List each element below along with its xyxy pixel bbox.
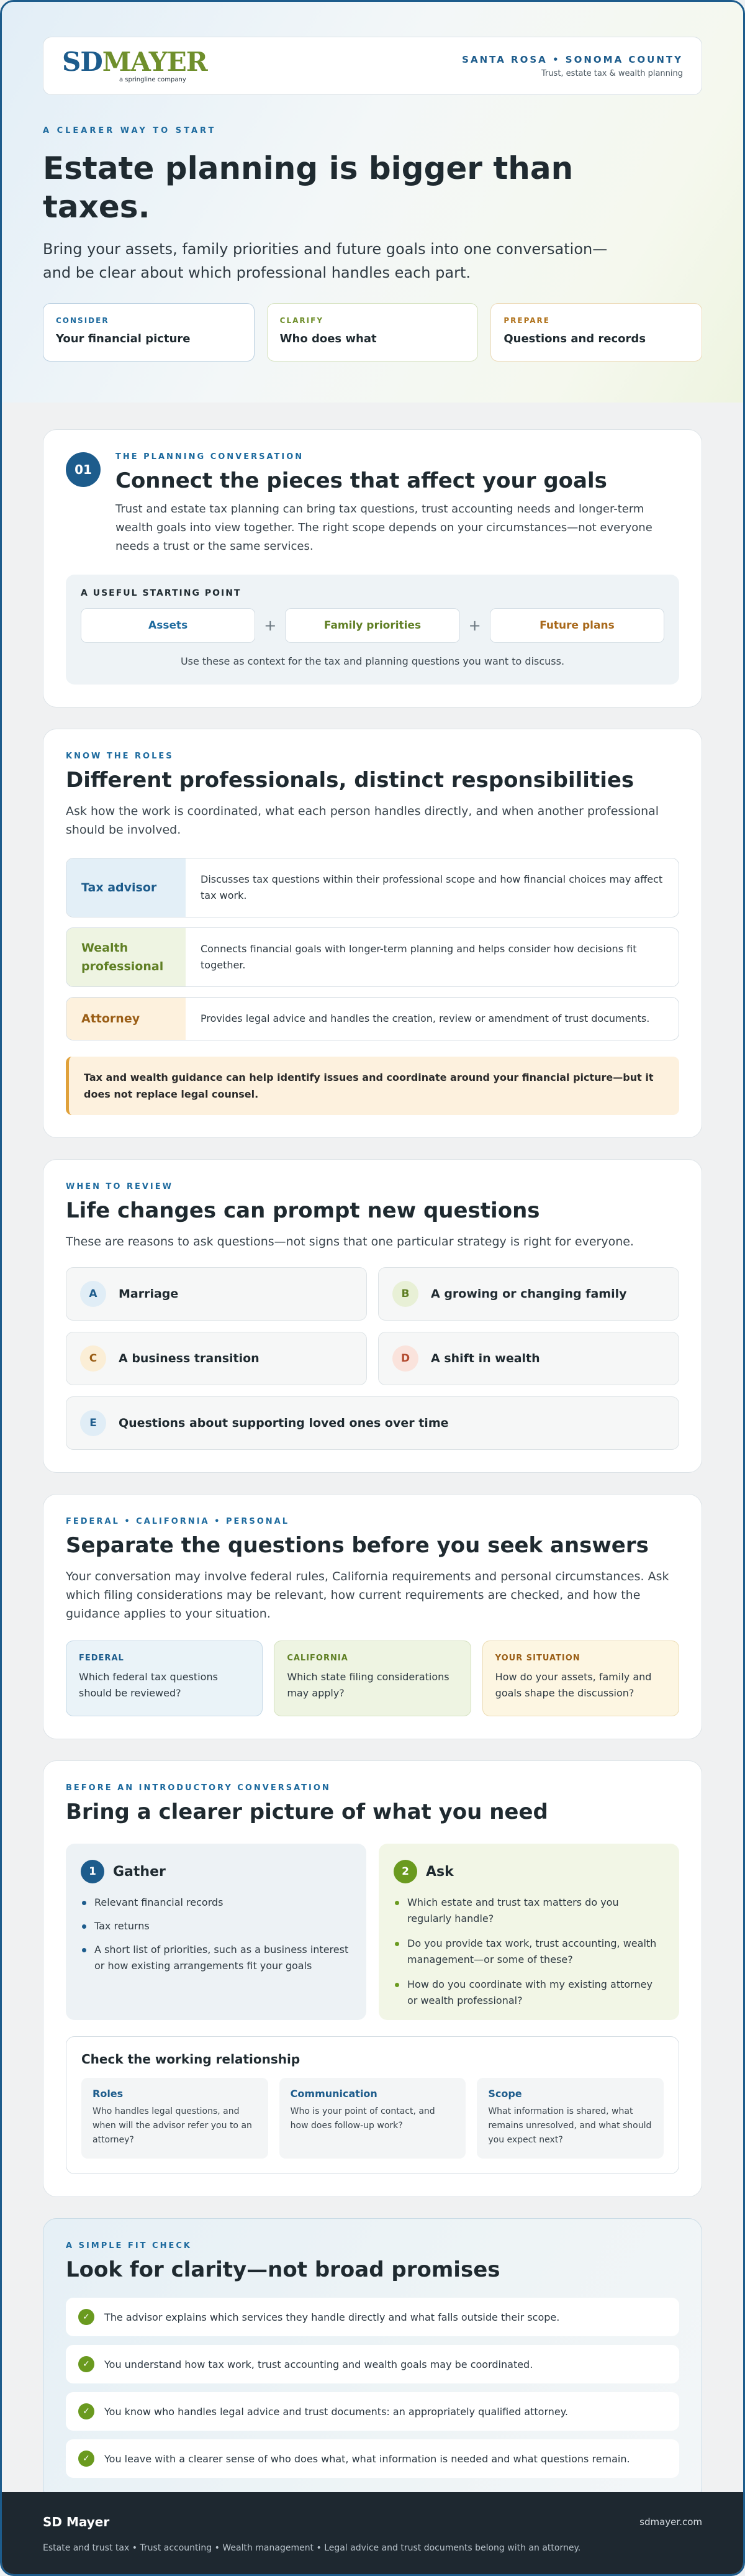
communication-tile [279, 2078, 466, 2159]
fit-check-text: You leave with a clearer sense of who does what, what information is needed and what questions remain. [104, 2452, 630, 2465]
logo[interactable] [62, 46, 207, 83]
section-lead: Trust and estate tax planning can bring tax questions, trust accounting needs and longer-term wealth goals into view together. The right scope depends on your circumstances—not everyone needs a trust or the same services. [115, 503, 652, 553]
fit-check-item [66, 2345, 679, 2383]
tile-text: What information is shared, what remains unresolved, and what should you expect next? [488, 2106, 652, 2145]
section-eyebrow: A SIMPLE FIT CHECK [66, 2241, 192, 2251]
planning-conversation-card [43, 429, 702, 708]
hero-section [2, 2, 743, 403]
section-title: Connect the pieces that affect your goals [115, 468, 607, 493]
ask-title: Ask [426, 1864, 454, 1880]
life-item-label: A growing or changing family [431, 1287, 627, 1301]
step-title: Questions and records [503, 332, 646, 345]
footer [2, 2492, 743, 2574]
logo-wordmark [62, 46, 207, 77]
life-item-label: A shift in wealth [431, 1352, 540, 1365]
main-content [2, 403, 743, 2501]
role-description: Connects financial goals with longer-term planning and helps consider how decisions fit together. [201, 943, 637, 971]
tagline: Trust, estate tax & wealth planning [541, 68, 683, 78]
footer-brand: SD Mayer [43, 2515, 110, 2529]
section-eyebrow: THE PLANNING CONVERSATION [115, 452, 304, 462]
letter-badge: B [392, 1281, 418, 1307]
ask-header [394, 1860, 664, 1883]
roles-card [43, 729, 702, 1138]
region-label: SANTA ROSA • SONOMA COUNTY [462, 53, 683, 65]
role-description: Discusses tax questions within their professional scope and how financial choices may affect tax work. [201, 873, 663, 901]
tile-text: Who is your point of contact, and how does follow-up work? [290, 2106, 435, 2131]
gather-list [81, 1895, 351, 1974]
life-item-label: Questions about supporting loved ones over time [119, 1416, 449, 1430]
chip-future-plans: Future plans [490, 608, 664, 643]
list-item: Relevant financial records [81, 1895, 351, 1911]
check-icon: ✓ [78, 2356, 94, 2372]
step-title: Who does what [279, 332, 377, 345]
hero-title: Estate planning is bigger than taxes. [43, 150, 574, 225]
life-item-family [378, 1267, 679, 1321]
federal-column [66, 1641, 263, 1716]
column-kicker: YOUR SITUATION [495, 1654, 580, 1663]
fit-check-card [43, 2218, 702, 2501]
role-row-tax-advisor [66, 858, 679, 917]
step-number-badge: 1 [81, 1860, 104, 1883]
logo-sd: SD [62, 46, 102, 77]
section-eyebrow: BEFORE AN INTRODUCTORY CONVERSATION [66, 1783, 331, 1793]
step-prepare [490, 303, 702, 362]
fit-check-text: The advisor explains which services they handle directly and what falls outside their scope. [104, 2311, 560, 2323]
role-row-wealth-professional [66, 927, 679, 987]
footer-website-link[interactable]: sdmayer.com [639, 2516, 702, 2528]
footer-row [43, 2515, 702, 2529]
step-title: Your financial picture [56, 332, 191, 345]
starting-point-box [66, 575, 679, 685]
plus-icon: + [468, 617, 481, 634]
letter-badge: C [80, 1345, 106, 1372]
top-bar [43, 37, 702, 95]
life-item-marriage [66, 1267, 367, 1321]
list-item: A short list of priorities, such as a business interest or how existing arrangements fit your goals [81, 1942, 351, 1974]
column-text: Which state filing considerations may apply? [287, 1671, 449, 1699]
fit-check-item [66, 2439, 679, 2478]
california-column [274, 1641, 471, 1716]
starting-point-label: A USEFUL STARTING POINT [81, 588, 242, 598]
tile-kicker: Roles [93, 2088, 124, 2100]
step-kicker: PREPARE [503, 316, 550, 325]
role-name: Wealth professional [66, 928, 186, 986]
starting-point-note: Use these as context for the tax and planning questions you want to discuss. [180, 655, 565, 667]
life-changes-grid [66, 1267, 679, 1450]
legal-callout: Tax and wealth guidance can help identify issues and coordinate around your financial picture—but it does not replace legal counsel. [66, 1057, 679, 1115]
fit-check-item [66, 2392, 679, 2431]
column-text: How do your assets, family and goals shape the discussion? [495, 1671, 652, 1699]
life-item-loved-ones [66, 1396, 679, 1450]
fit-check-text: You know who handles legal advice and trust documents: an appropriately qualified attorney. [104, 2405, 568, 2418]
role-description: Provides legal advice and handles the creation, review or amendment of trust documents. [201, 1013, 650, 1024]
separate-questions-card [43, 1494, 702, 1739]
question-columns [66, 1641, 679, 1716]
roles-tile [81, 2078, 268, 2159]
list-item: How do you coordinate with my existing attorney or wealth professional? [394, 1977, 664, 2009]
section-lead: Ask how the work is coordinated, what each person handles directly, and when another professional should be involved. [66, 804, 659, 837]
section-title: Separate the questions before you seek answers [66, 1533, 649, 1558]
section-eyebrow: KNOW THE ROLES [66, 752, 174, 761]
step-clarify [267, 303, 479, 362]
letter-badge: E [80, 1410, 106, 1436]
chip-family-priorities: Family priorities [285, 608, 459, 643]
starting-point-chips [81, 608, 664, 643]
step-number-badge: 2 [394, 1860, 417, 1883]
column-kicker: CALIFORNIA [287, 1654, 348, 1663]
gather-ask-columns [66, 1844, 679, 2020]
column-kicker: FEDERAL [79, 1654, 124, 1663]
gather-header [81, 1860, 351, 1883]
role-name: Tax advisor [66, 858, 186, 917]
roles-list [66, 858, 679, 1040]
footer-note: Estate and trust tax • Trust accounting • Wealth management • Legal advice and trust documents belong with an attorney. [43, 2543, 581, 2553]
working-relationship-box [66, 2036, 679, 2174]
life-item-business [66, 1332, 367, 1385]
check-icon: ✓ [78, 2451, 94, 2467]
letter-badge: D [392, 1345, 418, 1372]
hero-lead: Bring your assets, family priorities and future goals into one conversation—and be clear about which professional handles each part. [43, 240, 608, 281]
topbar-info [462, 54, 683, 78]
check-icon: ✓ [78, 2309, 94, 2325]
gather-column [66, 1844, 366, 2020]
working-relationship-columns [81, 2078, 664, 2159]
life-item-label: A business transition [119, 1352, 260, 1365]
section-title: Different professionals, distinct responsibilities [66, 768, 634, 793]
tile-text: Who handles legal questions, and when will the advisor refer you to an attorney? [93, 2106, 252, 2145]
section-lead: These are reasons to ask questions—not signs that one particular strategy is right for everyone. [66, 1235, 634, 1249]
gather-title: Gather [113, 1864, 166, 1880]
card-header [66, 452, 679, 556]
section-title: Bring a clearer picture of what you need [66, 1800, 548, 1824]
list-item: Tax returns [81, 1918, 351, 1934]
section-eyebrow: WHEN TO REVIEW [66, 1182, 173, 1191]
life-changes-card [43, 1159, 702, 1473]
letter-badge: A [80, 1281, 106, 1307]
role-row-attorney [66, 997, 679, 1040]
card-text [115, 452, 679, 556]
tile-kicker: Communication [290, 2088, 377, 2100]
fit-check-text: You understand how tax work, trust accounting and wealth goals may be coordinated. [104, 2358, 533, 2370]
list-item: Do you provide tax work, trust accounting, wealth management—or some of these? [394, 1936, 664, 1968]
step-kicker: CLARIFY [279, 316, 324, 325]
step-kicker: CONSIDER [56, 316, 109, 325]
tile-kicker: Scope [488, 2088, 522, 2100]
section-eyebrow: FEDERAL • CALIFORNIA • PERSONAL [66, 1517, 290, 1526]
scope-tile [477, 2078, 664, 2159]
fit-check-item [66, 2298, 679, 2336]
life-item-label: Marriage [119, 1287, 179, 1301]
life-item-wealth [378, 1332, 679, 1385]
plus-icon: + [264, 617, 277, 634]
list-item: Which estate and trust tax matters do you regularly handle? [394, 1895, 664, 1927]
your-situation-column [482, 1641, 679, 1716]
ask-column [379, 1844, 679, 2020]
check-icon: ✓ [78, 2403, 94, 2419]
chip-assets: Assets [81, 608, 255, 643]
working-relationship-title: Check the working relationship [81, 2052, 300, 2067]
section-lead: Your conversation may involve federal rules, California requirements and personal circumstances. Ask which filing considerations may be relevant, how current requirements are checked, and how the guidance applies to your situation. [66, 1570, 669, 1621]
hero-eyebrow: A CLEARER WAY TO START [43, 126, 217, 135]
fit-check-list [66, 2298, 679, 2478]
hero-steps [43, 303, 702, 362]
logo-subline: a springline company [119, 76, 186, 83]
section-title: Life changes can prompt new questions [66, 1198, 540, 1223]
section-title: Look for clarity—not broad promises [66, 2257, 500, 2282]
prepare-card [43, 1760, 702, 2197]
logo-mayer: MAYER [102, 46, 207, 77]
role-name: Attorney [66, 998, 186, 1040]
step-consider [43, 303, 255, 362]
section-number-badge: 01 [66, 452, 101, 487]
ask-list [394, 1895, 664, 2009]
column-text: Which federal tax questions should be reviewed? [79, 1671, 218, 1699]
